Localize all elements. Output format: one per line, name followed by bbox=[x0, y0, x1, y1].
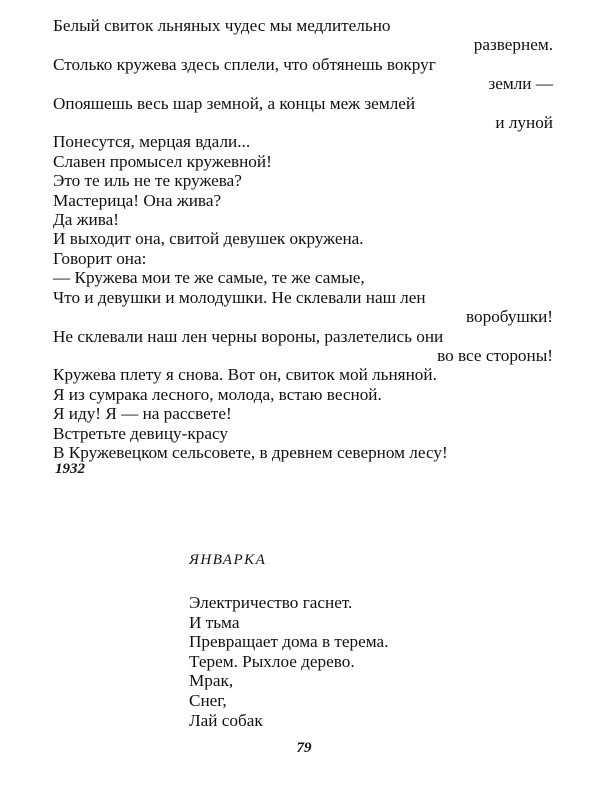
page-number: 79 bbox=[296, 740, 312, 756]
poem-line: Лай собак bbox=[189, 710, 263, 730]
poem-line: Встретьте девицу-красу bbox=[53, 423, 228, 443]
poem-lace bbox=[53, 16, 553, 462]
poem-line: В Кружевецком сельсовете, в древнем северном лесу! bbox=[53, 442, 448, 462]
poem-line: Говорит она: bbox=[53, 248, 147, 268]
poem-line-continuation: во все стороны! bbox=[437, 345, 553, 365]
poem-line-continuation: земли — bbox=[488, 74, 553, 94]
poem-line: Я из сумрака лесного, молода, встаю весной. bbox=[53, 384, 382, 404]
poem-line: Электричество гаснет. bbox=[189, 593, 353, 612]
poem-line: Кружева плету я снова. Вот он, свиток мой льняной. bbox=[53, 365, 437, 385]
poem-line: Это те иль не те кружева? bbox=[53, 171, 242, 191]
poem-line: Что и девушки и молодушки. Не склевали наш лен bbox=[53, 287, 426, 307]
poem-line: Мрак, bbox=[189, 671, 234, 691]
poem-line: Мастерица! Она жива? bbox=[53, 190, 222, 210]
poem-line: Превращает дома в терема. bbox=[189, 632, 389, 652]
poem-line: Славен промысел кружевной! bbox=[53, 151, 272, 171]
poem-line: И тьма bbox=[189, 612, 240, 632]
poem-line: И выходит она, свитой девушек окружена. bbox=[53, 229, 364, 249]
poem-line: Столько кружева здесь сплели, что обтянешь вокруг bbox=[53, 54, 436, 74]
poem-line: Опояшешь весь шар земной, а концы меж землей bbox=[53, 93, 416, 113]
poem-line: Снег, bbox=[189, 690, 227, 710]
poem-line: Терем. Рыхлое дерево. bbox=[189, 651, 355, 671]
poem-line: — Кружева мои те же самые, те же самые, bbox=[53, 268, 365, 288]
poem-line-continuation: и луной bbox=[495, 113, 553, 133]
poem-line: Я иду! Я — на рассвете! bbox=[53, 404, 232, 424]
poem-line-continuation: воробушки! bbox=[466, 307, 553, 327]
poem-title: ЯНВАРКА bbox=[189, 552, 267, 568]
poem-year: 1932 bbox=[55, 461, 85, 477]
poem-line-continuation: развернем. bbox=[473, 35, 553, 55]
poem-line: Не склевали наш лен черны вороны, разлетелись они bbox=[53, 326, 444, 346]
poem-yanvarka bbox=[189, 593, 388, 730]
poem-line: Понесутся, мерцая вдали... bbox=[53, 132, 251, 152]
poem-line: Белый свиток льняных чудес мы медлительно bbox=[53, 16, 391, 35]
poem-line: Да жива! bbox=[53, 210, 119, 230]
